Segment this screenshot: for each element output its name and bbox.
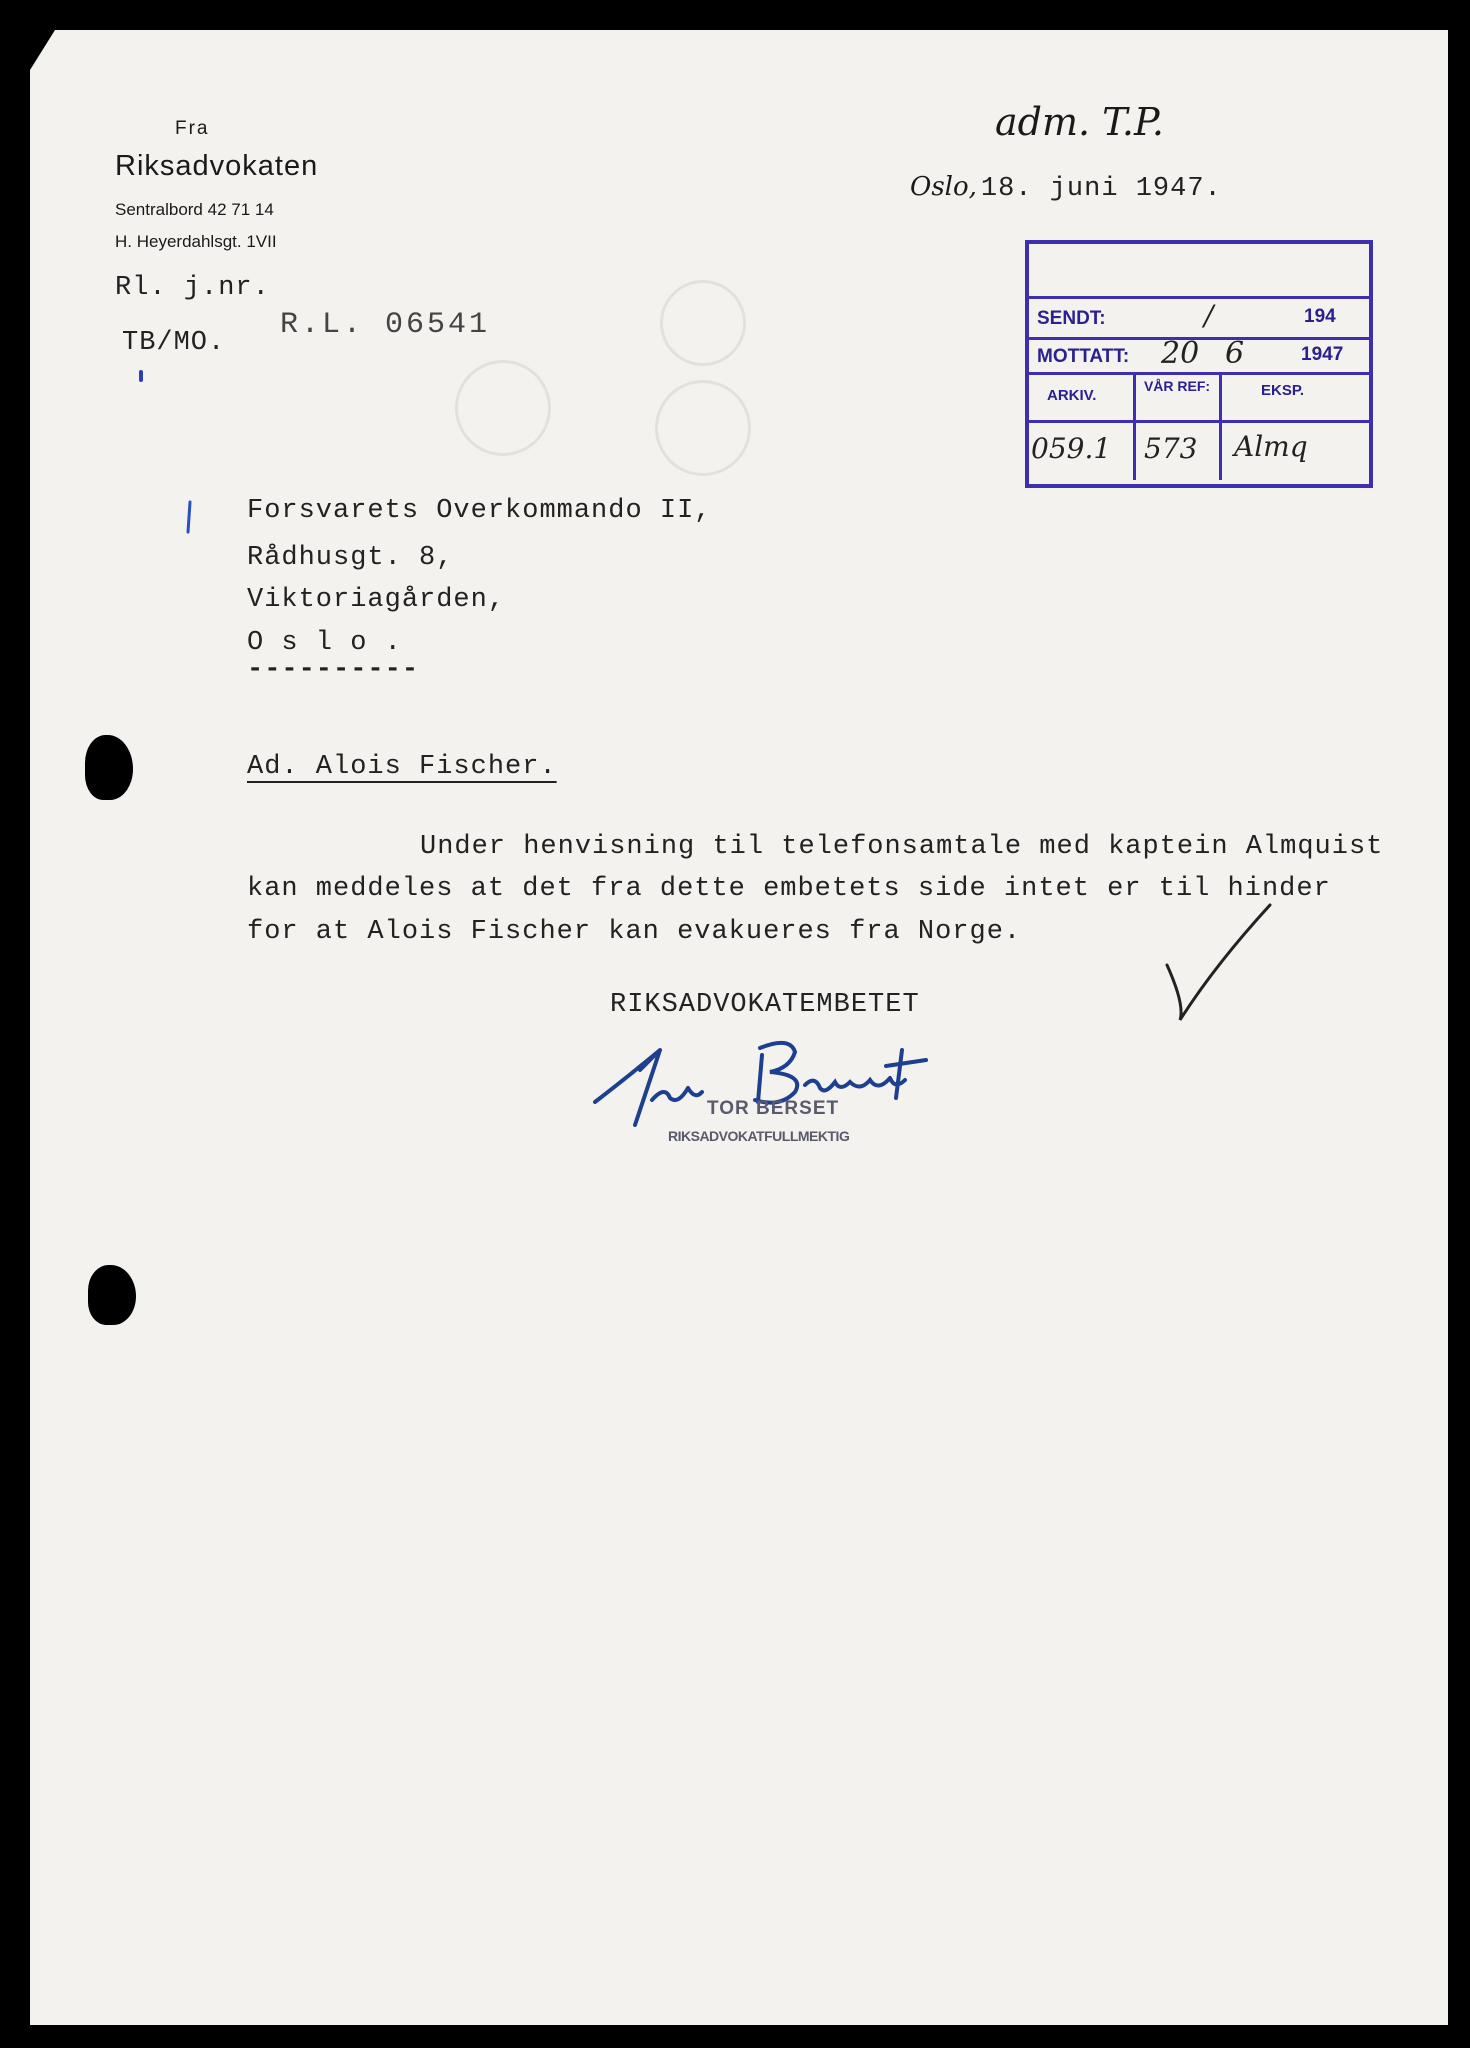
body-line-1: Under henvisning til telefonsamtale med kaptein Almquist: [420, 832, 1384, 862]
stamp-row-divider: [1029, 372, 1369, 375]
body-line-3: for at Alois Fischer kan evakueres fra Norge.: [247, 917, 1022, 947]
recipient-line-2: Rådhusgt. 8,: [247, 543, 454, 573]
punch-hole: [88, 1265, 136, 1325]
date-value: 18. juni 1947.: [980, 174, 1222, 204]
body-line-2: kan meddeles at det fra dette embetets side intet er til hinder: [247, 874, 1331, 904]
stamp-mottatt-month: 6: [1225, 336, 1245, 371]
stamp-val-arkiv: 059.1: [1031, 432, 1112, 465]
stamp-col-arkiv: ARKIV.: [1047, 387, 1097, 404]
ghost-impression: [655, 380, 751, 476]
stamp-row-divider: [1029, 420, 1369, 423]
ghost-impression: [660, 280, 746, 366]
name-stamp: TOR BERSET: [707, 1098, 840, 1119]
punch-hole: [139, 370, 143, 382]
stamp-sendt-label: SENDT:: [1037, 308, 1106, 329]
stamp-val-eksp: Almq: [1234, 430, 1308, 463]
stamp-row-divider: [1029, 296, 1369, 299]
recipient-line-1: Forsvarets Overkommando II,: [247, 496, 712, 526]
stamp-col-eksp: EKSP.: [1261, 382, 1305, 399]
letterhead-phone: Sentralbord 42 71 14: [115, 200, 274, 219]
journal-stamp: R.L. 06541: [280, 308, 491, 342]
stamp-sendt-year: 194: [1304, 306, 1336, 327]
recipient-line-4: O s l o .: [247, 628, 402, 658]
stamp-col-divider: [1133, 372, 1136, 480]
stamp-mottatt-day: 20: [1161, 336, 1200, 371]
handwritten-note: adm. T.P.: [995, 100, 1164, 144]
stamp-col-divider: [1219, 372, 1222, 480]
check-mark-icon: [180, 498, 200, 538]
received-stamp: [1025, 240, 1373, 488]
recipient-underline: ----------: [247, 655, 420, 685]
letterhead-from: Fra: [175, 118, 210, 139]
handwritten-check-icon: [1155, 895, 1285, 1035]
initials: TB/MO.: [122, 328, 226, 358]
stamp-mottatt-year: 1947: [1301, 344, 1344, 365]
torn-corner: [30, 30, 55, 70]
letterhead-address: H. Heyerdahlsgt. 1VII: [115, 232, 277, 251]
stamp-mottatt-label: MOTTATT:: [1037, 346, 1130, 367]
letterhead-org: Riksadvokaten: [115, 150, 319, 182]
subject-line: Ad. Alois Fischer.: [247, 752, 557, 782]
title-stamp: RIKSADVOKATFULLMEKTIG: [668, 1128, 850, 1144]
journal-label: Rl. j.nr.: [115, 273, 270, 303]
date-line: [910, 172, 1222, 204]
closing-office: RIKSADVOKATEMBETET: [610, 990, 920, 1020]
date-place: Oslo,: [910, 172, 977, 202]
ghost-impression: [455, 360, 551, 456]
stamp-col-var-ref: VÅR REF:: [1143, 378, 1211, 394]
stamp-sendt-slash: /: [1204, 299, 1214, 332]
punch-hole: [85, 735, 133, 800]
stamp-val-var-ref: 573: [1144, 432, 1198, 465]
recipient-line-3: Viktoriagården,: [247, 585, 506, 615]
